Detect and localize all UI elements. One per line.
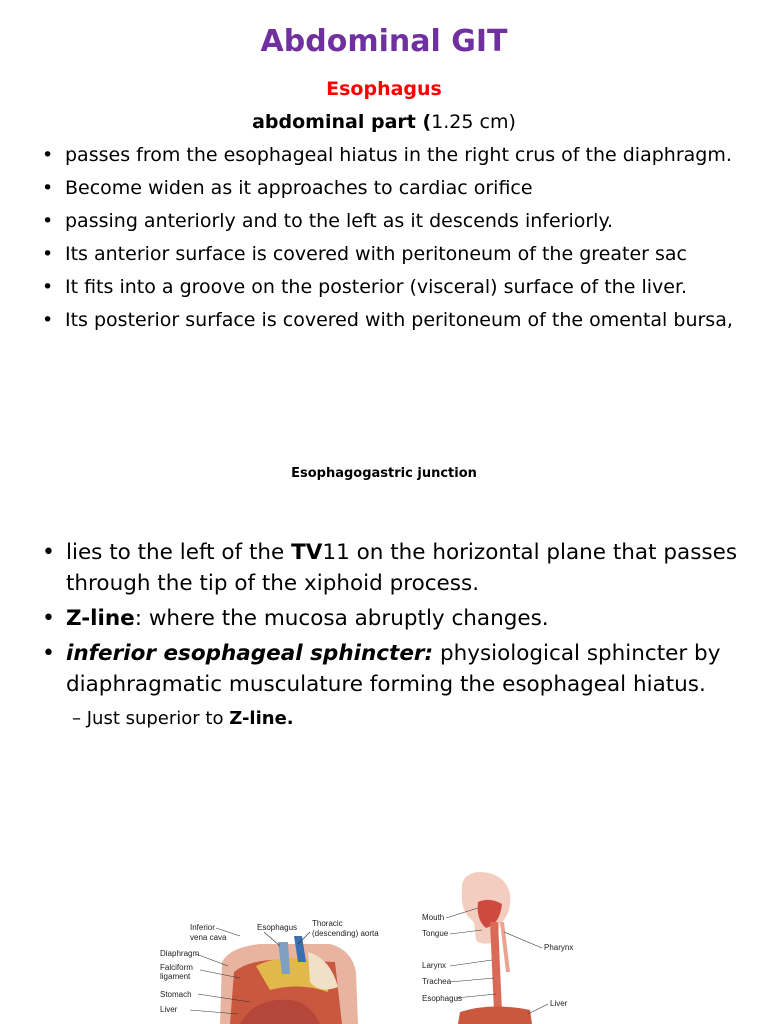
figure-label: Trachea <box>422 977 452 986</box>
figure-label: Thoracic <box>312 919 343 928</box>
text: lies to the left of the <box>66 540 292 565</box>
junction-bullet-list <box>40 537 740 704</box>
bullet-item: • Become widen as it approaches to cardiac orifice <box>40 174 740 202</box>
bullet-item: • Its posterior surface is covered with peritoneum of the omental bursa, <box>40 306 740 334</box>
text: : where the mucosa abruptly changes. <box>134 606 549 631</box>
bullet-item: • Its anterior surface is covered with peritoneum of the greater sac <box>40 240 740 268</box>
figure-label: vena cava <box>190 933 227 942</box>
figure-label: Mouth <box>422 913 445 922</box>
figure-label: Liver <box>160 1005 178 1014</box>
bullet-item: • It fits into a groove on the posterior (visceral) surface of the liver. <box>40 273 740 301</box>
bullet-item-sphincter <box>40 638 740 700</box>
bullet-item: • passes from the esophageal hiatus in the right crus of the diaphragm. <box>40 141 740 169</box>
anatomy-illustration <box>160 862 608 1024</box>
figure-label: Falciform <box>160 963 193 972</box>
text: – Just superior to <box>72 708 230 729</box>
bold-text: Z-line. <box>229 708 294 729</box>
figure-label: Inferior <box>190 923 215 932</box>
figure-label: Pharynx <box>544 943 574 952</box>
junction-heading: Esophagogastric junction <box>291 466 477 481</box>
bullet-item-zline <box>40 603 740 634</box>
esophagus-bullet-list <box>40 141 740 339</box>
bold-italic-text: inferior esophageal sphincter: <box>66 641 434 666</box>
part-heading <box>0 111 768 133</box>
text: physiological sphincter by diaphragmatic musculature forming the esophageal hiatus. <box>66 641 721 697</box>
bullet-item-tv11 <box>40 537 740 599</box>
anatomy-figure <box>160 862 608 1024</box>
figure-label: Larynx <box>422 961 447 970</box>
figure-label: Esophagus <box>257 923 298 932</box>
figure-label: Liver <box>550 999 568 1008</box>
sub-bullet-item <box>72 708 294 729</box>
bold-text: TV <box>291 540 323 565</box>
figure-label: ligament <box>160 972 191 981</box>
part-heading-measure: 1.25 cm) <box>431 111 516 133</box>
part-heading-bold: abdominal part ( <box>252 111 432 133</box>
figure-label: Tongue <box>422 929 449 938</box>
bold-text: Z-line <box>66 606 135 631</box>
section-subtitle: Esophagus <box>326 78 442 100</box>
figure-label: (descending) aorta <box>312 929 379 938</box>
text: 11 on the horizontal plane that passes through the tip of the xiphoid process. <box>66 540 738 596</box>
page-title: Abdominal GIT <box>260 24 508 59</box>
figure-label: Stomach <box>160 990 192 999</box>
bullet-item: • passing anteriorly and to the left as it descends inferiorly. <box>40 207 740 235</box>
figure-label: Esophagus <box>422 994 463 1003</box>
figure-label: Diaphragm <box>160 949 200 958</box>
